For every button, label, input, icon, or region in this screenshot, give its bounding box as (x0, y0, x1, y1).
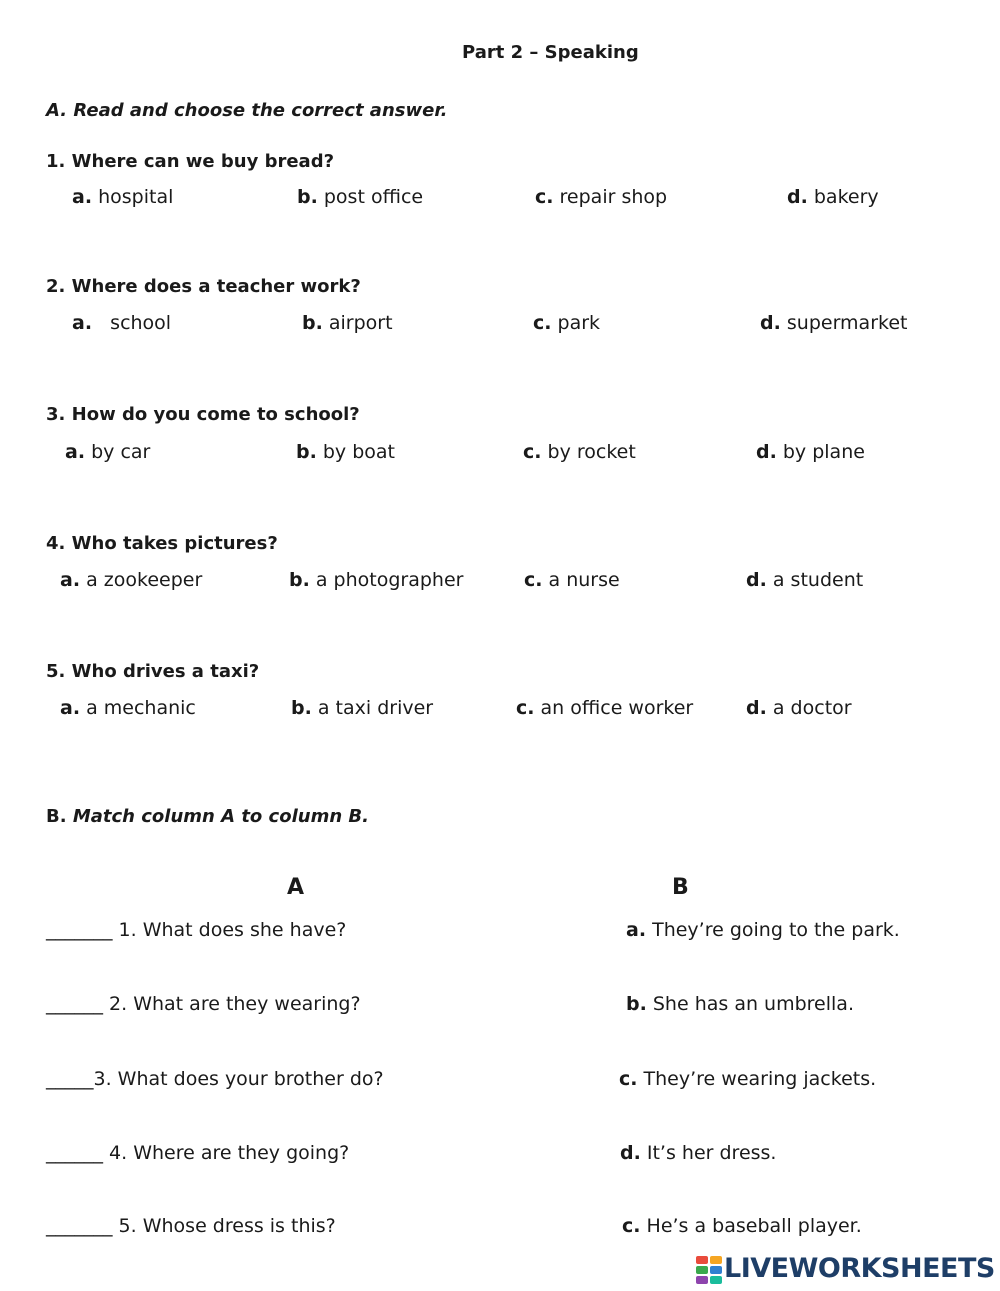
match-b-row-4 (620, 1142, 776, 1164)
section-b-letter: B. (46, 806, 67, 827)
question-4 (46, 533, 278, 554)
option-letter: a. (60, 697, 81, 719)
q2-option-b[interactable] (302, 312, 393, 334)
option-letter: b. (289, 569, 310, 591)
question-1 (46, 151, 334, 172)
option-text: by plane (782, 441, 865, 463)
option-letter: c. (523, 441, 542, 463)
q4-option-a[interactable] (60, 569, 202, 591)
q1-option-c[interactable] (535, 186, 667, 208)
q1-option-b[interactable] (297, 186, 423, 208)
question-text: Where can we buy bread? (71, 151, 335, 172)
q3-option-a[interactable] (65, 441, 150, 463)
match-b-letter: c. (622, 1215, 641, 1237)
option-text: post office (323, 186, 424, 208)
match-b-letter: a. (626, 919, 647, 941)
option-text: a photographer (315, 569, 464, 591)
option-letter: c. (516, 697, 535, 719)
q3-option-b[interactable] (296, 441, 395, 463)
match-b-letter: c. (619, 1068, 638, 1090)
q1-option-d[interactable] (787, 186, 879, 208)
q5-option-b[interactable] (291, 697, 433, 719)
option-letter: b. (302, 312, 323, 334)
answer-blank[interactable]: _____ (46, 1068, 94, 1090)
match-b-text: It’s her dress. (646, 1142, 777, 1164)
q3-option-d[interactable] (756, 441, 865, 463)
q5-option-d[interactable] (746, 697, 852, 719)
q5-option-c[interactable] (516, 697, 693, 719)
option-letter: c. (533, 312, 552, 334)
question-number: 1. (46, 151, 66, 172)
option-text: school (110, 312, 172, 334)
option-text: a student (772, 569, 864, 591)
match-a-row-3[interactable] (46, 1068, 384, 1090)
option-text: bakery (813, 186, 879, 208)
option-text: a doctor (772, 697, 852, 719)
question-2 (46, 276, 361, 297)
option-letter: d. (746, 569, 767, 591)
match-b-text: They’re going to the park. (652, 919, 900, 941)
option-text: airport (328, 312, 393, 334)
match-b-row-5 (622, 1215, 862, 1237)
match-b-text: He’s a baseball player. (646, 1215, 862, 1237)
match-a-text: 1. What does she have? (118, 919, 347, 941)
page-title: Part 2 – Speaking (462, 42, 639, 63)
section-a-letter: A. (46, 100, 68, 121)
answer-blank[interactable]: ______ (46, 993, 103, 1015)
option-text: hospital (98, 186, 174, 208)
match-a-text: 2. What are they wearing? (109, 993, 361, 1015)
match-a-text: 4. Where are they going? (103, 1142, 350, 1164)
match-a-row-4[interactable] (46, 1142, 349, 1164)
q5-option-a[interactable] (60, 697, 196, 719)
option-text: by car (91, 441, 151, 463)
section-b-text: Match column A to column B. (72, 806, 369, 827)
column-a-header: A (287, 875, 305, 900)
match-b-letter: b. (626, 993, 647, 1015)
section-a-text: Read and choose the correct answer. (73, 100, 448, 121)
liveworksheets-logo-icon (696, 1256, 722, 1284)
question-text: Who takes pictures? (71, 533, 278, 554)
question-number: 2. (46, 276, 66, 297)
option-text: by boat (322, 441, 395, 463)
option-letter: a. (65, 441, 86, 463)
q2-option-a[interactable] (72, 312, 171, 334)
question-text: Who drives a taxi? (71, 661, 260, 682)
option-text: by rocket (547, 441, 636, 463)
question-number: 5. (46, 661, 66, 682)
option-letter: b. (297, 186, 318, 208)
q4-option-d[interactable] (746, 569, 863, 591)
option-letter: a. (60, 569, 81, 591)
option-letter: d. (787, 186, 808, 208)
option-text: a mechanic (86, 697, 196, 719)
q2-option-d[interactable] (760, 312, 907, 334)
answer-blank[interactable]: ______ (46, 1142, 103, 1164)
question-text: How do you come to school? (71, 404, 360, 425)
match-b-text: They’re wearing jackets. (643, 1068, 877, 1090)
q3-option-c[interactable] (523, 441, 636, 463)
option-text: repair shop (559, 186, 668, 208)
option-letter: a. (72, 312, 93, 334)
question-3 (46, 404, 360, 425)
option-text: supermarket (786, 312, 908, 334)
q2-option-c[interactable] (533, 312, 600, 334)
match-a-row-5[interactable] (46, 1215, 336, 1237)
match-a-row-1[interactable] (46, 919, 346, 941)
option-letter: c. (524, 569, 543, 591)
question-text: Where does a teacher work? (71, 276, 361, 297)
question-number: 3. (46, 404, 66, 425)
option-letter: d. (746, 697, 767, 719)
q4-option-b[interactable] (289, 569, 463, 591)
match-a-text: 5. Whose dress is this? (118, 1215, 336, 1237)
match-b-row-2 (626, 993, 854, 1015)
option-text: a zookeeper (86, 569, 203, 591)
answer-blank[interactable]: _______ (46, 1215, 113, 1237)
option-letter: b. (291, 697, 312, 719)
option-text: a taxi driver (317, 697, 434, 719)
match-a-text: 3. What does your brother do? (93, 1068, 384, 1090)
section-b-heading (46, 806, 369, 827)
option-letter: a. (72, 186, 93, 208)
option-text: a nurse (548, 569, 620, 591)
option-letter: c. (535, 186, 554, 208)
option-letter: b. (296, 441, 317, 463)
section-a-heading (46, 100, 447, 121)
match-b-row-1 (626, 919, 900, 941)
q4-option-c[interactable] (524, 569, 620, 591)
match-b-row-3 (619, 1068, 876, 1090)
option-text: park (557, 312, 601, 334)
match-a-row-2[interactable] (46, 993, 361, 1015)
match-b-letter: d. (620, 1142, 641, 1164)
q1-option-a[interactable] (72, 186, 173, 208)
answer-blank[interactable]: _______ (46, 919, 113, 941)
column-b-header: B (672, 875, 689, 900)
option-text: an office worker (540, 697, 694, 719)
option-letter: d. (756, 441, 777, 463)
question-5 (46, 661, 259, 682)
liveworksheets-brand: LIVEWORKSHEETS (724, 1253, 995, 1284)
question-number: 4. (46, 533, 66, 554)
match-b-text: She has an umbrella. (652, 993, 854, 1015)
option-letter: d. (760, 312, 781, 334)
